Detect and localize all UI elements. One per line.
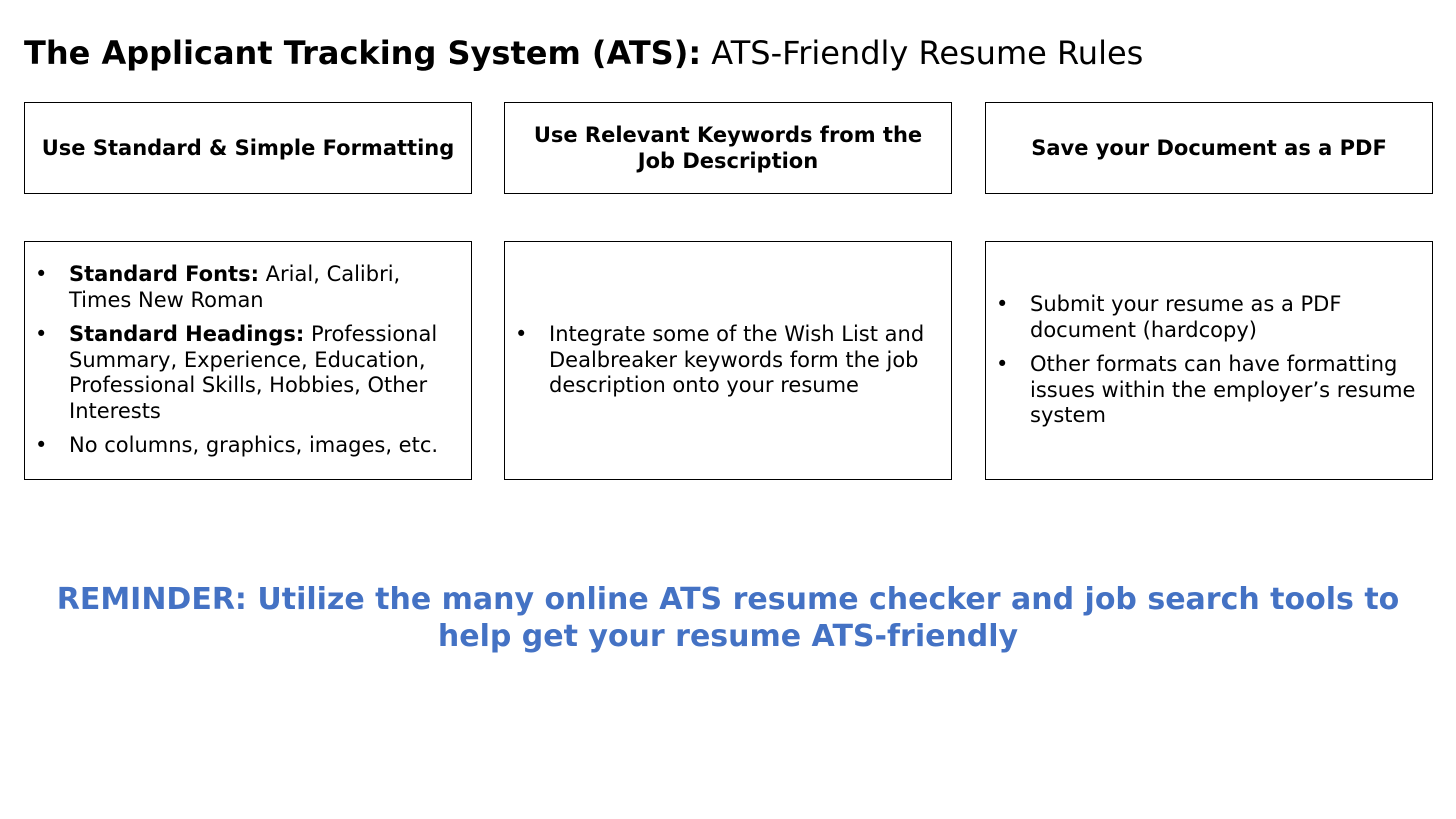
rule-details-box-formatting xyxy=(24,241,472,480)
rule-heading-formatting: Use Standard & Simple Formatting xyxy=(41,136,455,160)
bullet-text: Integrate some of the Wish List and Dealbreaker keywords form the job description onto your resume xyxy=(549,322,925,398)
bullet-text: Submit your resume as a PDF document (hardcopy) xyxy=(1030,292,1342,342)
rule-heading-box-keywords xyxy=(504,102,952,194)
bullet-marker: • xyxy=(996,352,1009,377)
reminder-text: REMINDER: Utilize the many online ATS resume checker and job search tools to help get your resume ATS-friendly xyxy=(56,582,1400,654)
rule-heading-pdf: Save your Document as a PDF xyxy=(1031,136,1387,160)
rule-heading-box-pdf xyxy=(985,102,1433,194)
title-bold-part: The Applicant Tracking System (ATS): xyxy=(24,34,702,72)
bullet-marker: • xyxy=(35,433,48,458)
rule-details-box-keywords xyxy=(504,241,952,480)
bullet-item xyxy=(996,352,1418,429)
bullet-list-pdf xyxy=(996,292,1418,429)
rule-details-box-pdf xyxy=(985,241,1433,480)
rule-heading-box-formatting xyxy=(24,102,472,194)
bullet-text: No columns, graphics, images, etc. xyxy=(69,433,439,458)
bullet-text: Professional Summary, Experience, Education, Professional Skills, Hobbies, Other Interests xyxy=(69,322,438,423)
bullet-marker: • xyxy=(35,262,48,287)
bullet-item xyxy=(35,433,457,459)
bullet-marker: • xyxy=(35,322,48,347)
bullet-lead: Standard Fonts: xyxy=(69,262,259,287)
bullet-list-formatting xyxy=(35,262,457,459)
bullet-item xyxy=(35,262,457,313)
bullet-item xyxy=(515,322,937,399)
page-title xyxy=(24,32,1143,74)
bullet-lead: Standard Headings: xyxy=(69,322,305,347)
bullet-text: Other formats can have formatting issues within the employer’s resume system xyxy=(1030,352,1416,428)
rule-heading-keywords: Use Relevant Keywords from the Job Description xyxy=(533,123,923,173)
title-normal-part: ATS-Friendly Resume Rules xyxy=(701,34,1144,72)
bullet-text: Arial, Calibri, Times New Roman xyxy=(69,262,401,312)
bullet-marker: • xyxy=(515,322,528,347)
bullet-list-keywords xyxy=(515,322,937,399)
bullet-item xyxy=(996,292,1418,343)
bullet-marker: • xyxy=(996,292,1009,317)
bullet-item xyxy=(35,322,457,424)
